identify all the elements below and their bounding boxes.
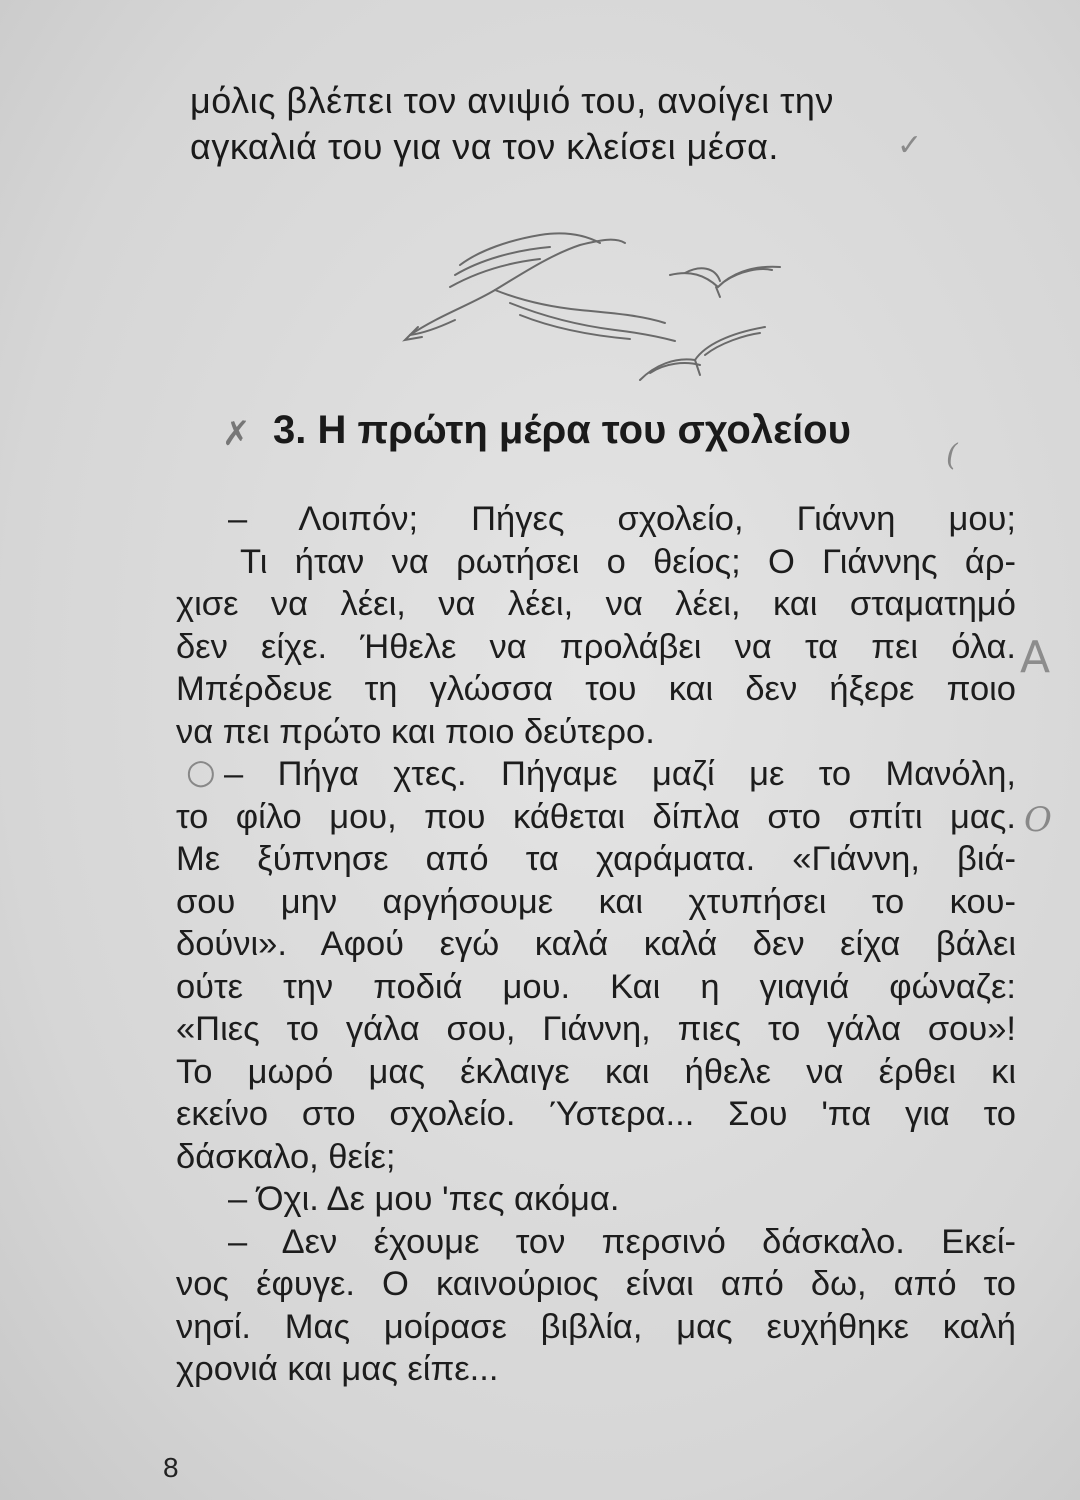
chapter-body <box>176 498 1016 1391</box>
body-line-17: – Όχι. Δε μου 'πες ακόμα. <box>228 1180 620 1218</box>
page-number: 8 <box>163 1452 179 1483</box>
body-line-15: εκείνο στο σχολείο. Ύστερα... Σου 'πα για το <box>176 1095 1016 1133</box>
body-line-19: νος έφυγε. Ο καινούριος είναι από δω, από το <box>176 1265 1016 1303</box>
body-line-16: δάσκαλο, θείε; <box>176 1137 396 1176</box>
body-line-3: χισε να λέει, να λέει, να λέει, και σταματημό <box>176 585 1016 623</box>
body-line-20: νησί. Μας μοίρασε βιβλία, μας ευχήθηκε καλή <box>176 1307 1016 1346</box>
body-line-8: το φίλο μου, που κάθεται δίπλα στο σπίτι μας. <box>176 797 1016 836</box>
body-line-9: Με ξύπνησε από τα χαράματα. «Γιάννη, βιά- <box>176 840 1016 878</box>
chapter-heading <box>225 408 1025 453</box>
body-line-21: χρονιά και μας είπε... <box>176 1350 499 1388</box>
body-line-4: δεν είχε. Ήθελε να προλάβει να τα πει όλα. <box>176 627 1016 666</box>
top-line-2: αγκαλιά του για να τον κλείσει μέσα. <box>190 126 779 167</box>
margin-circle-right-icon: O <box>1024 800 1052 840</box>
body-line-10: σου μην αργήσουμε και χτυπήσει το κου- <box>176 882 1016 921</box>
body-line-14: Το μωρό μας έκλαιγε και ήθελε να έρθει κι <box>176 1052 1016 1091</box>
body-line-12: ούτε την ποδιά μου. Και η γιαγιά φώναζε: <box>176 967 1016 1006</box>
top-line-1: μόλις βλέπει τον ανιψιό του, ανοίγει την <box>190 80 834 121</box>
body-line-1: – Λοιπόν; Πήγες σχολείο, Γιάννη μου; <box>228 500 1016 538</box>
body-line-5: Μπέρδευε τη γλώσσα του και δεν ήξερε ποιο <box>176 670 1016 708</box>
heading-end-mark-icon: ( <box>946 438 958 473</box>
heading-mark-icon: ✗ <box>222 414 251 454</box>
body-line-6: να πει πρώτο και ποιο δεύτερο. <box>176 712 655 751</box>
body-line-2: Τι ήταν να ρωτήσει ο θείος; Ο Γιάννης άρ- <box>240 542 1016 581</box>
margin-a-mark: A <box>1020 632 1051 683</box>
check-mark-icon: ✓ <box>897 128 923 163</box>
body-line-13: «Πιες το γάλα σου, Γιάννη, πιες το γάλα σου»! <box>176 1010 1016 1048</box>
margin-circle-left-icon: ○ <box>186 752 216 792</box>
chapter-heading-text: 3. Η πρώτη μέρα του σχολείου <box>273 408 851 452</box>
body-line-18: – Δεν έχουμε τον περσινό δάσκαλο. Εκεί- <box>228 1222 1016 1261</box>
body-line-11: δούνι». Αφού εγώ καλά καλά δεν είχα βάλει <box>176 925 1016 963</box>
birds-sketch-icon <box>400 215 820 405</box>
body-line-7: – Πήγα χτες. Πήγαμε μαζί με το Μανόλη, <box>224 755 1016 793</box>
